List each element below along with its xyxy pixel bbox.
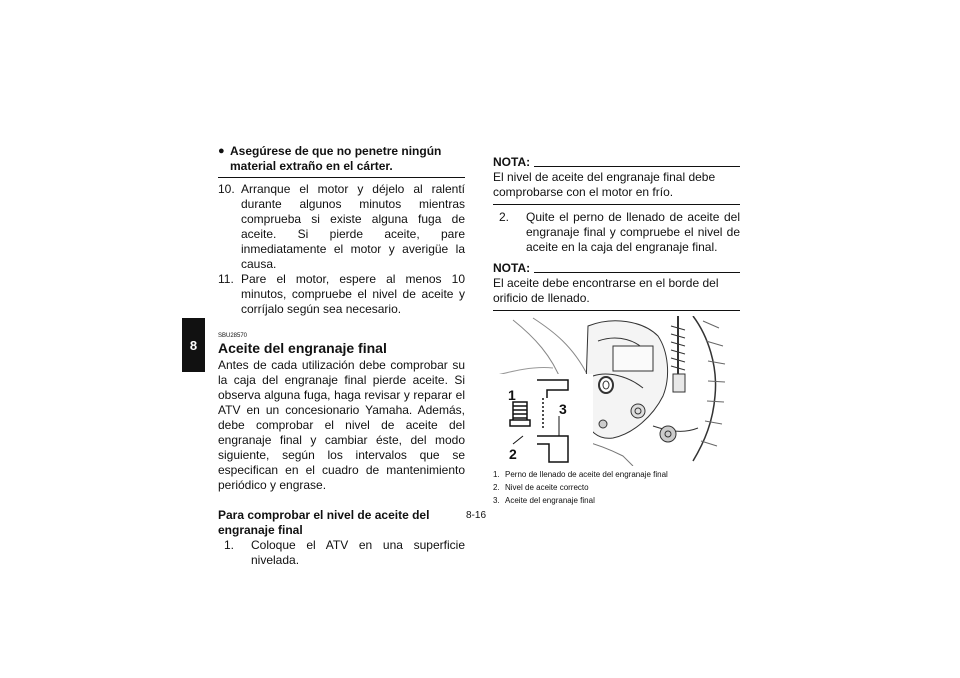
note-label: NOTA: [493,261,531,275]
figure-callout-3: 3 [559,401,567,417]
step-number: 1. [224,538,235,552]
step-text: Quite el perno de llenado de aceite del engranaje final y compruebe el nivel de aceite en la caja del engranaje final. [526,210,740,254]
step-text: Arranque el motor y déjelo al ralentí durante algunos minutos mientras comprueba si existe alguna fuga de aceite. Si pierde aceite, pare inmediatamente el motor y averigüe la causa. [241,182,465,271]
warning-item [218,144,465,174]
caption-number: 2. [493,483,500,492]
step-11 [218,272,465,317]
note-label: NOTA: [493,155,531,169]
note-rule [534,272,740,273]
subheading: Para comprobar el nivel de aceite del engranaje final [218,508,430,537]
figure-captions [493,468,740,507]
bullet-icon: ● [218,145,225,157]
caption-text: Perno de llenado de aceite del engranaje final [505,470,668,479]
caption-item [493,481,740,494]
step-10 [218,182,465,272]
right-column [493,155,740,507]
note-divider [493,310,740,311]
step-2 [493,210,740,255]
warning-text: Asegúrese de que no penetre ningún material extraño en el cárter. [230,144,442,173]
page-number: 8-16 [466,510,487,521]
final-gear-illustration [493,316,740,466]
note-header [493,155,740,170]
step-number: 10. [218,182,235,196]
section-title: Aceite del engranaje final [218,340,387,356]
step-text: Coloque el ATV en una superficie nivelada. [251,538,465,567]
note-header [493,261,740,276]
caption-text: Nivel de aceite correcto [505,483,589,492]
chapter-tab: 8 [182,318,205,372]
step-number: 2. [499,210,510,224]
left-column [218,144,465,568]
caption-text: Aceite del engranaje final [505,496,595,505]
figure-callout-1: 1 [508,387,516,403]
note-rule [534,166,740,167]
step-1 [218,538,465,568]
caption-number: 3. [493,496,500,505]
note-text: El nivel de aceite del engranaje final debe comprobarse con el motor en frío. [493,170,716,199]
step-text: Pare el motor, espere al menos 10 minutos, compruebe el nivel de aceite y corríjalo según sea necesario. [241,272,465,316]
warning-divider [218,177,465,178]
caption-number: 1. [493,470,500,479]
final-gear-figure [493,316,740,466]
section-paragraph: Antes de cada utilización debe comprobar su la caja del engranaje final pierde aceite. Si observa alguna fuga, haga revisar y reparar el ATV en un concesionario Yamaha. Además, debe comprobar el nivel de aceite del engranaje final y cambiar éste, del modo siguiente, según los intervalos que se especifican en el cuadro de mantenimiento periódico y engrase. [218,358,465,492]
caption-item [493,494,740,507]
caption-item [493,468,740,481]
note-text: El aceite debe encontrarse en el borde del orificio de llenado. [493,276,719,305]
section-code: SBU28570 [218,333,248,339]
step-number: 11. [218,272,234,286]
figure-callout-2: 2 [509,446,517,462]
note-divider [493,204,740,205]
